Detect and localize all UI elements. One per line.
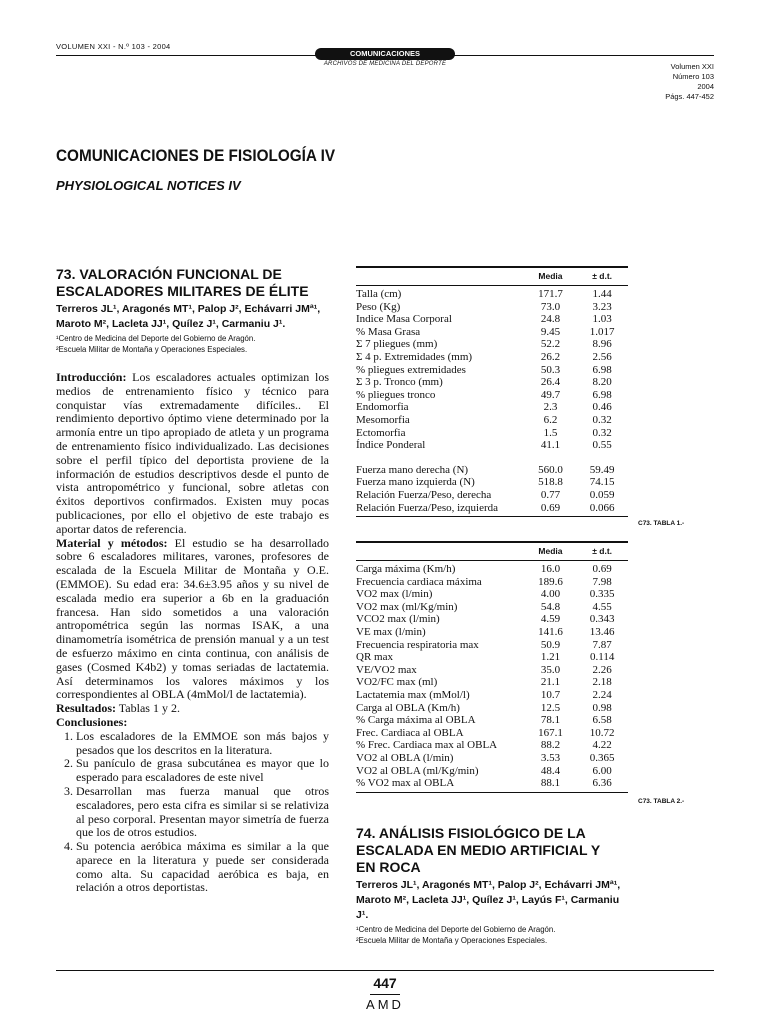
sd-value: 59.49 (589, 463, 615, 476)
table-row (356, 651, 628, 664)
article-74-affiliation-1: ¹Centro de Medicina del Deporte del Gobierno de Aragón. (356, 925, 556, 934)
conclusions-label: Conclusiones: (56, 714, 128, 729)
sd-value: 2.26 (592, 663, 612, 676)
row-label: VO2 max (l/min) (356, 588, 433, 601)
issue-volume: Volumen XXI (670, 62, 714, 71)
sd-value: 0.114 (589, 651, 615, 664)
row-label: Peso (Kg) (356, 300, 401, 313)
sd-value: 0.55 (592, 439, 612, 452)
sd-value: 1.44 (592, 288, 612, 300)
mean-value: 0.69 (540, 501, 561, 514)
row-label: Lactatemia max (mMol/l) (356, 688, 470, 701)
conclusions-heading (56, 716, 329, 730)
table-row (356, 301, 628, 314)
table-row (356, 563, 628, 576)
mean-value: 560.0 (538, 463, 563, 476)
sd-value: 74.15 (589, 476, 615, 489)
sd-value: 6.00 (592, 764, 612, 777)
mean-value: 41.1 (540, 439, 561, 452)
methods-text: El estudio se ha desarrollado sobre 6 escaladores militares, varones, profesores de escalada de la Escuela Militar de Montaña y O.E. (EMMOE). Su edad era: 34.6±3.95 años y su nivel de escalada medio era superior a 6b en la graduación francesa. Han sido sometidos a una valoración antropométrica según las normas ISAK, a una dinamometría isométrica de prensión manual y a un test de esfuerzo máximo en cinta continua, con análisis de gases (Cosmed K4b2) y tomas seriadas de lactatemia. Así determinamos los valores máximos y los correspondientes al OBLA (4mMol/l de lactatemia). (56, 535, 329, 702)
mean-value: 50.3 (540, 363, 561, 376)
methods-paragraph (56, 537, 329, 703)
table-1-header-mean: Media (538, 271, 563, 281)
sd-value: 0.32 (592, 426, 612, 439)
sd-value: 4.55 (592, 600, 612, 613)
table-1 (356, 266, 628, 517)
row-label: Σ 7 pliegues (mm) (356, 338, 438, 351)
table-row (356, 676, 628, 689)
mean-value: 1.21 (540, 651, 561, 664)
row-label: Endomorfia (356, 401, 409, 414)
table-row (356, 364, 628, 377)
sd-value: 0.343 (589, 613, 615, 626)
issue-pages: Págs. 447-452 (665, 92, 714, 101)
table-row (356, 588, 628, 601)
article-74-title: 74. ANÁLISIS FISIOLÓGICO DE LA ESCALADA EN MEDIO ARTIFICIAL Y EN ROCA (356, 825, 600, 875)
table-row (356, 476, 628, 489)
conclusion-item: 2. Su panículo de grasa subcutánea es mayor que lo esperado para escaladores de este nivel (76, 757, 329, 785)
table-row (356, 765, 628, 778)
table-row (356, 626, 628, 639)
conclusion-item: 3. Desarrollan mas fuerza manual que otros escaladores, pero esta cifra es similar si se relativiza al peso corporal. Presentan mayor simetría de fuerza que los de otros estudios. (76, 785, 329, 840)
sd-value: 4.22 (592, 739, 612, 752)
mean-value: 54.8 (540, 600, 561, 613)
table-row (356, 401, 628, 414)
mean-value: 49.7 (540, 388, 561, 401)
table-row (356, 414, 628, 427)
mean-value: 24.8 (540, 313, 561, 326)
row-label: VO2 max (ml/Kg/min) (356, 600, 458, 613)
sd-value: 6.58 (592, 714, 612, 727)
row-label: Carga al OBLA (Km/h) (356, 701, 460, 714)
row-label: VO2 al OBLA (ml/Kg/min) (356, 764, 479, 777)
sd-value: 6.98 (592, 363, 612, 376)
table-row (356, 288, 628, 301)
mean-value: 171.7 (538, 288, 563, 300)
sd-value: 8.96 (592, 338, 612, 351)
table-row (356, 752, 628, 765)
row-label: Mesomorfia (356, 413, 410, 426)
table-row (356, 727, 628, 740)
page-title: COMUNICACIONES DE FISIOLOGÍA IV (56, 146, 336, 165)
table-1-header-label (356, 267, 525, 286)
conclusion-item: 4. Su potencia aeróbica máxima es similar a la que aparece en la literatura y puede ser considerada como alta. Su capacidad aeróbica es baja, en relación a otros deportistas. (76, 840, 329, 895)
article-74-affiliation-2: ²Escuela Militar de Montaña y Operaciones Especiales. (356, 936, 548, 945)
table-row (356, 639, 628, 652)
mean-value: 50.9 (540, 638, 561, 651)
mean-value: 0.77 (540, 488, 561, 501)
mean-value: 12.5 (540, 701, 561, 714)
results-paragraph (56, 702, 329, 716)
sd-value: 7.98 (592, 575, 612, 588)
row-label: Talla (cm) (356, 288, 402, 300)
row-label: VCO2 max (l/min) (356, 613, 440, 626)
table-row (356, 739, 628, 752)
table-row (356, 464, 628, 477)
sd-value: 0.335 (589, 588, 615, 601)
row-label: % Masa Grasa (356, 325, 421, 338)
sd-value: 0.059 (589, 488, 615, 501)
row-label: Relación Fuerza/Peso, izquierda (356, 501, 499, 514)
sd-value: 0.69 (592, 563, 612, 575)
row-label: % pliegues extremidades (356, 363, 466, 376)
row-label: Fuerza mano derecha (N) (356, 463, 469, 476)
row-label (356, 452, 525, 464)
table-2-header-sd: ± d.t. (592, 546, 613, 556)
mean-value: 10.7 (540, 688, 561, 701)
row-label: Frecuencia cardiaca máxima (356, 575, 482, 588)
sd-value: 8.20 (592, 376, 612, 389)
article-73-title: 73. VALORACIÓN FUNCIONAL DE ESCALADORES MILITARES DE ÉLITE (56, 266, 309, 299)
sd-value: 10.72 (589, 726, 615, 739)
table-row (356, 489, 628, 502)
table-row (356, 613, 628, 626)
sd-value: 0.32 (592, 413, 612, 426)
journal-abbreviation: AMD (366, 997, 404, 1012)
mean-value: 518.8 (538, 476, 563, 489)
mean-value: 26.4 (540, 376, 561, 389)
table-1-bottom-rule (356, 516, 628, 517)
row-label: Σ 4 p. Extremidades (mm) (356, 350, 473, 363)
table-row (356, 777, 628, 790)
introduction-label: Introducción: (56, 370, 127, 384)
volume-line: VOLUMEN XXI - N.º 103 - 2004 (56, 42, 171, 51)
sd-value: 13.46 (589, 625, 615, 638)
mean-value: 9.45 (540, 325, 561, 338)
results-text: Tablas 1 y 2. (116, 701, 180, 716)
table-2-caption: C73. TABLA 2.- (638, 798, 685, 805)
row-label: Frecuencia respiratoria max (356, 638, 479, 651)
mean-value: 16.0 (540, 563, 561, 575)
row-label: Fuerza mano izquierda (N) (356, 476, 475, 489)
introduction-paragraph (56, 371, 329, 537)
table-1-grid (356, 266, 628, 514)
table-row (356, 351, 628, 364)
mean-value: 4.00 (540, 588, 561, 601)
table-1-caption: C73. TABLA 1.- (638, 520, 685, 527)
table-row (356, 326, 628, 339)
mean-value: 141.6 (538, 625, 563, 638)
introduction-text: Los escaladores actuales optimizan los medios de entrenamiento físico y técnico para conquistar vías extremadamente difíciles.. El rendimiento deportivo óptimo viene determinado por la armonía entre un tipo apropiado de atleta y un programa de entrenamiento físico individualizado. Las decisiones sobre el perfil típico del deportista proviene de la información de estudios descriptivos desde el punto de vista antropométrico y funcional, sobre atletas con éxitos deportivos confirmados. Existen muy pocas publicaciones, por ello el objetivo de este trabajo es aportar datos de referencia. (56, 370, 329, 536)
table-row (356, 427, 628, 440)
table-2-header-label (356, 542, 525, 561)
table-row (356, 714, 628, 727)
mean-value: 3.53 (540, 751, 561, 764)
mean-value: 78.1 (540, 714, 561, 727)
mean-value: 88.1 (540, 777, 561, 790)
sd-value: 2.56 (592, 350, 612, 363)
page-number: 447 (373, 975, 397, 991)
sd-value: 2.24 (592, 688, 612, 701)
table-row (356, 576, 628, 589)
row-label: Σ 3 p. Tronco (mm) (356, 376, 443, 389)
row-label: Carga máxima (Km/h) (356, 563, 456, 575)
sd-value: 0.066 (589, 501, 615, 514)
sd-value: 7.87 (592, 638, 612, 651)
section-label: COMUNICACIONES (315, 48, 455, 60)
table-row (356, 376, 628, 389)
sd-value: 1.03 (592, 313, 612, 326)
article-73 (56, 266, 329, 895)
row-label: QR max (356, 651, 393, 664)
row-label: Relación Fuerza/Peso, derecha (356, 488, 492, 501)
row-label: VO2/FC max (ml) (356, 676, 438, 689)
conclusions-list (56, 730, 329, 896)
mean-value (525, 452, 577, 464)
table-row (356, 389, 628, 402)
mean-value: 2.3 (543, 401, 558, 414)
mean-value: 26.2 (540, 350, 561, 363)
mean-value: 48.4 (540, 764, 561, 777)
mean-value: 6.2 (543, 413, 558, 426)
article-74-authors: Terreros JL¹, Aragonés MT¹, Palop J², Echávarri JMª¹, Maroto M², Lacleta JJ¹, Quílez J¹, Layús F¹, Carmaniu J¹. (356, 879, 621, 921)
row-label: % pliegues tronco (356, 388, 436, 401)
table-2-header-mean: Media (538, 546, 563, 556)
table-2-bottom-rule (356, 792, 628, 793)
mean-value: 35.0 (540, 663, 561, 676)
page-subtitle: PHYSIOLOGICAL NOTICES IV (56, 178, 241, 193)
sd-value: 6.98 (592, 388, 612, 401)
sd-value: 0.98 (592, 701, 612, 714)
row-label: Frec. Cardiaca al OBLA (356, 726, 464, 739)
row-label: Índice Ponderal (356, 439, 426, 452)
section-subtitle: ARCHIVOS DE MEDICINA DEL DEPORTE (323, 61, 447, 67)
row-label: VE max (l/min) (356, 625, 426, 638)
methods-label: Material y métodos: (56, 535, 168, 550)
article-73-affiliation-2: ²Escuela Militar de Montaña y Operaciones Especiales. (56, 345, 248, 354)
sd-value (576, 452, 628, 464)
table-row (356, 452, 628, 464)
table-row (356, 439, 628, 452)
table-row (356, 601, 628, 614)
mean-value: 1.5 (543, 426, 558, 439)
row-label: VO2 al OBLA (l/min) (356, 751, 454, 764)
conclusion-item: 1. Los escaladores de la EMMOE son más bajos y pesados que los descritos en la literatura. (76, 730, 329, 758)
mean-value: 189.6 (538, 575, 563, 588)
mean-value: 73.0 (540, 300, 561, 313)
article-74 (356, 825, 656, 946)
table-2 (356, 541, 628, 793)
article-73-authors: Terreros JL¹, Aragonés MT¹, Palop J², Echávarri JMª¹, Maroto M², Lacleta JJ¹, Quílez J¹, Carmaniu J¹. (56, 303, 321, 330)
row-label: % Carga máxima al OBLA (356, 714, 476, 727)
issue-info (594, 62, 714, 102)
results-label: Resultados: (56, 701, 117, 716)
row-label: % VO2 max al OBLA (356, 777, 455, 790)
table-1-header-sd: ± d.t. (592, 271, 613, 281)
article-73-affiliation-1: ¹Centro de Medicina del Deporte del Gobierno de Aragón. (56, 334, 256, 343)
sd-value: 0.46 (592, 401, 612, 414)
mean-value: 167.1 (538, 726, 563, 739)
table-row (356, 689, 628, 702)
issue-number: Número 103 (672, 72, 714, 81)
sd-value: 3.23 (592, 300, 612, 313)
table-row (356, 664, 628, 677)
sd-value: 1.017 (589, 325, 615, 338)
row-label: Ectomorfia (356, 426, 406, 439)
sd-value: 2.18 (592, 676, 612, 689)
mean-value: 21.1 (540, 676, 561, 689)
row-label: % Frec. Cardiaca max al OBLA (356, 739, 498, 752)
sd-value: 0.365 (589, 751, 615, 764)
row-label: Indice Masa Corporal (356, 313, 452, 326)
mean-value: 88.2 (540, 739, 561, 752)
page-number-rule (370, 994, 400, 995)
sd-value: 6.36 (592, 777, 612, 790)
table-2-grid (356, 541, 628, 790)
row-label: VE/VO2 max (356, 663, 417, 676)
footer-rule (56, 970, 714, 971)
table-row (356, 338, 628, 351)
table-row (356, 702, 628, 715)
issue-year: 2004 (697, 82, 714, 91)
mean-value: 52.2 (540, 338, 561, 351)
mean-value: 4.59 (540, 613, 561, 626)
table-row (356, 502, 628, 515)
table-row (356, 313, 628, 326)
